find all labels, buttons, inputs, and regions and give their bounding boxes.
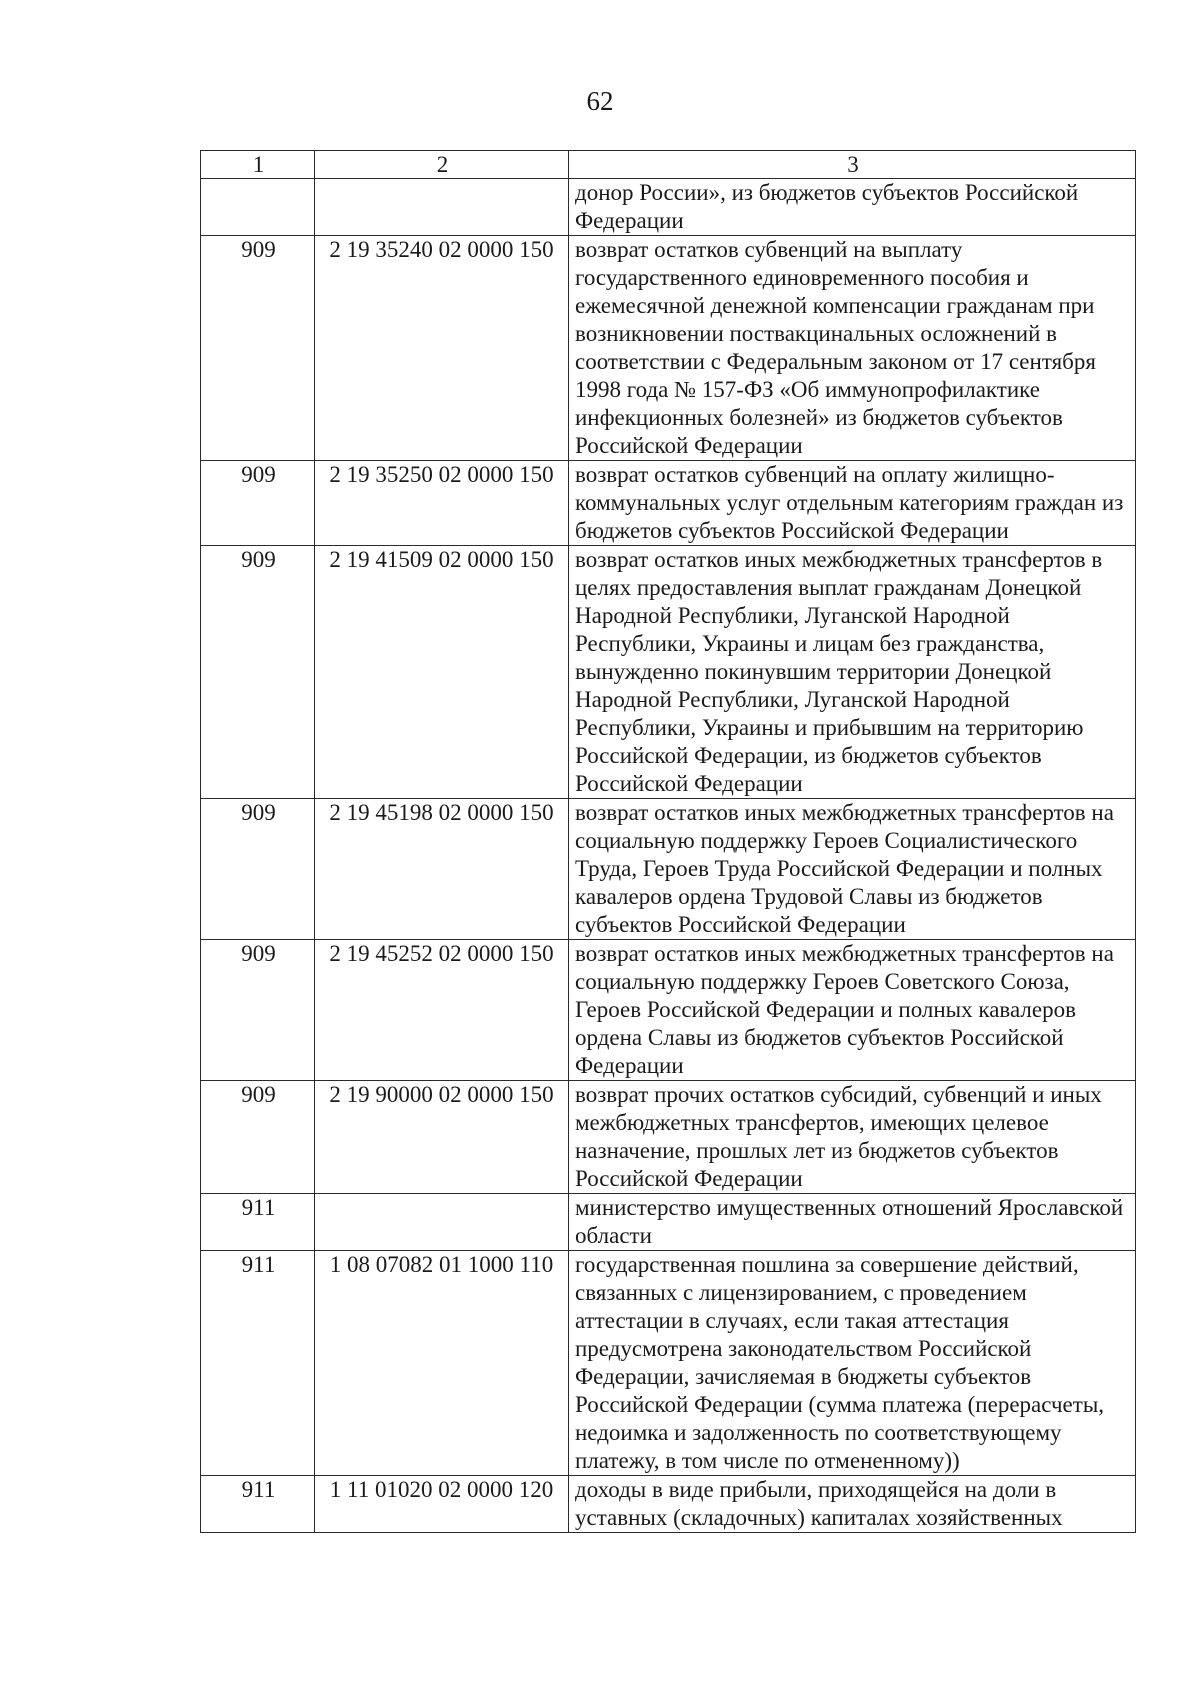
budget-code-cell: 2 19 45198 02 0000 150 bbox=[315, 799, 569, 940]
description-cell: возврат прочих остатков субсидий, субвенций и иных межбюджетных трансфертов, имеющих целевое назначение, прошлых лет из бюджетов субъектов Российской Федерации bbox=[569, 1081, 1136, 1194]
budget-code-cell: 2 19 90000 02 0000 150 bbox=[315, 1081, 569, 1194]
description-cell: донор России», из бюджетов субъектов Российской Федерации bbox=[569, 179, 1136, 236]
budget-code-cell: 2 19 35240 02 0000 150 bbox=[315, 236, 569, 461]
budget-code-cell bbox=[315, 1194, 569, 1251]
description-cell: доходы в виде прибыли, приходящейся на доли в уставных (складочных) капиталах хозяйственных bbox=[569, 1476, 1136, 1533]
column-header-2: 2 bbox=[315, 151, 569, 179]
admin-code-cell: 911 bbox=[201, 1476, 315, 1533]
table-row bbox=[201, 1194, 1136, 1251]
table-row bbox=[201, 799, 1136, 940]
description-cell: возврат остатков иных межбюджетных трансфертов на социальную поддержку Героев Советского Союза, Героев Российской Федерации и полных кавалеров ордена Славы из бюджетов субъектов Российской Федерации bbox=[569, 940, 1136, 1081]
table-row bbox=[201, 236, 1136, 461]
admin-code-cell: 911 bbox=[201, 1194, 315, 1251]
admin-code-cell: 909 bbox=[201, 940, 315, 1081]
column-header-1: 1 bbox=[201, 151, 315, 179]
table-row bbox=[201, 546, 1136, 799]
admin-code-cell: 909 bbox=[201, 236, 315, 461]
budget-code-cell: 2 19 45252 02 0000 150 bbox=[315, 940, 569, 1081]
admin-code-cell bbox=[201, 179, 315, 236]
budget-code-cell: 2 19 41509 02 0000 150 bbox=[315, 546, 569, 799]
table-row bbox=[201, 1476, 1136, 1533]
table-row bbox=[201, 1251, 1136, 1476]
admin-code-cell: 909 bbox=[201, 1081, 315, 1194]
description-cell: возврат остатков субвенций на выплату государственного единовременного пособия и ежемесячной денежной компенсации гражданам при возникновении поствакцинальных осложнений в соответствии с Федеральным законом от 17 сентября 1998 года № 157-ФЗ «Об иммунопрофилактике инфекционных болезней» из бюджетов субъектов Российской Федерации bbox=[569, 236, 1136, 461]
table-header-row bbox=[201, 151, 1136, 179]
description-cell: министерство имущественных отношений Ярославской области bbox=[569, 1194, 1136, 1251]
budget-codes-table bbox=[200, 150, 1136, 1533]
description-cell: возврат остатков субвенций на оплату жилищно-коммунальных услуг отдельным категориям граждан из бюджетов субъектов Российской Федерации bbox=[569, 461, 1136, 546]
admin-code-cell: 911 bbox=[201, 1251, 315, 1476]
admin-code-cell: 909 bbox=[201, 546, 315, 799]
table-row bbox=[201, 461, 1136, 546]
budget-code-cell: 1 08 07082 01 1000 110 bbox=[315, 1251, 569, 1476]
budget-code-cell bbox=[315, 179, 569, 236]
table-row bbox=[201, 940, 1136, 1081]
description-cell: государственная пошлина за совершение действий, связанных с лицензированием, с проведением аттестации в случаях, если такая аттестация предусмотрена законодательством Российской Федерации, зачисляемая в бюджеты субъектов Российской Федерации (сумма платежа (перерасчеты, недоимка и задолженность по соответствующему платежу, в том числе по отмененному)) bbox=[569, 1251, 1136, 1476]
budget-code-cell: 1 11 01020 02 0000 120 bbox=[315, 1476, 569, 1533]
table-row bbox=[201, 1081, 1136, 1194]
page-number: 62 bbox=[586, 86, 614, 116]
column-header-3: 3 bbox=[569, 151, 1136, 179]
admin-code-cell: 909 bbox=[201, 461, 315, 546]
budget-code-cell: 2 19 35250 02 0000 150 bbox=[315, 461, 569, 546]
table-row bbox=[201, 179, 1136, 236]
description-cell: возврат остатков иных межбюджетных трансфертов в целях предоставления выплат гражданам Донецкой Народной Республики, Луганской Народной Республики, Украины и лицам без гражданства, вынужденно покинувшим территории Донецкой Народной Республики, Луганской Народной Республики, Украины и прибывшим на территорию Российской Федерации, из бюджетов субъектов Российской Федерации bbox=[569, 546, 1136, 799]
admin-code-cell: 909 bbox=[201, 799, 315, 940]
description-cell: возврат остатков иных межбюджетных трансфертов на социальную поддержку Героев Социалистического Труда, Героев Труда Российской Федерации и полных кавалеров ордена Трудовой Славы из бюджетов субъектов Российской Федерации bbox=[569, 799, 1136, 940]
